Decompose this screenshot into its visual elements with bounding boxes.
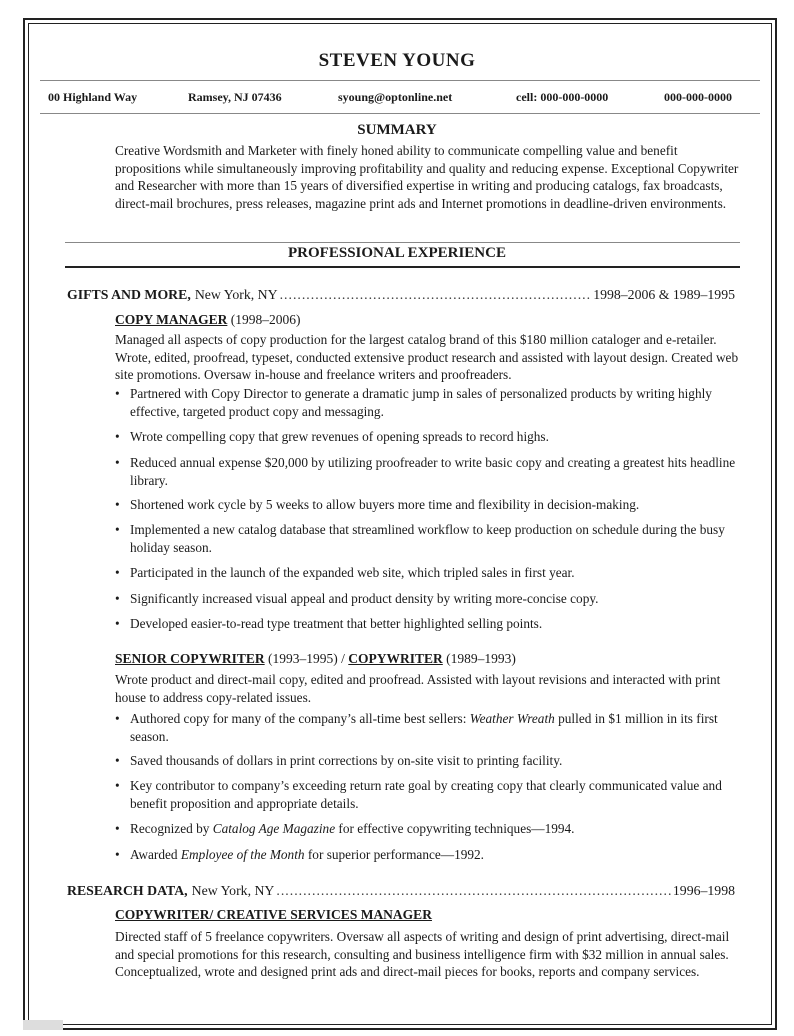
- bullet-text: Key contributor to company’s exceeding return rate goal by creating copy that clearly communicated value and benefit proposition and appropriate details.: [130, 778, 722, 811]
- header-rule: [40, 80, 760, 81]
- list-item: • Reduced annual expense $20,000 by utilizing proofreader to write basic copy and creating a greatest hits headline library.: [115, 454, 740, 489]
- list-item: • Significantly increased visual appeal and product density by writing more-concise copy.: [115, 590, 740, 608]
- company-location: New York, NY: [194, 287, 278, 302]
- bullet-text: Recognized by: [130, 821, 213, 836]
- company-line-gifts-and-more: [67, 287, 735, 303]
- list-item: [115, 846, 740, 864]
- summary-text: Creative Wordsmith and Marketer with finely honed ability to communicate compelling value and benefit propositions while simultaneously improving profitability and quality and reducing expense. Exceptional Copywriter and Researcher with more than 15 years of diversified expertise in writing and producing catalogs, fax broadcasts, direct-mail brochures, press releases, magazine print ads and Internet promotions in deadline-driven environments.: [115, 143, 739, 211]
- corner-mark: [23, 1020, 63, 1030]
- role-heading-creative-services: [115, 907, 432, 923]
- role-dates: (1998–2006): [230, 312, 301, 327]
- dot-leader: [280, 287, 592, 303]
- company-name: RESEARCH DATA,: [67, 883, 188, 898]
- role-title: COPY MANAGER: [115, 312, 228, 327]
- role-title: SENIOR COPYWRITER: [115, 651, 265, 666]
- experience-rule-bottom: [65, 266, 740, 268]
- dot-leader: [276, 883, 671, 899]
- contact-cell: cell: 000-000-0000: [516, 90, 609, 104]
- list-item: • Implemented a new catalog database that streamlined workflow to keep production on schedule during the busy holiday season.: [115, 521, 740, 556]
- bullet-text: for superior performance—1992.: [304, 847, 484, 862]
- resume-name: STEVEN YOUNG: [318, 50, 476, 71]
- role-heading-senior-copywriter: [115, 651, 516, 667]
- list-item: [115, 710, 740, 745]
- role-description: Managed all aspects of copy production for the largest catalog brand of this $180 million cataloger and e-retailer. Wrote, edited, proofread, typeset, conducted extensive product research and assisted with layout design. Created web site promotions. Oversaw in-house and freelance writers and proofreaders.: [115, 332, 739, 382]
- company-name: GIFTS AND MORE,: [67, 287, 191, 302]
- bullet-text: Saved thousands of dollars in print corrections by on-site visit to printing facility.: [130, 753, 563, 768]
- list-item: [115, 752, 740, 770]
- role-description: Wrote product and direct-mail copy, edited and proofread. Assisted with layout revisions and interacted with print house to address copy-related issues.: [115, 672, 721, 705]
- list-item: [115, 820, 740, 838]
- role-title: COPYWRITER/ CREATIVE SERVICES MANAGER: [115, 907, 432, 922]
- bullet-emphasis: Employee of the Month: [180, 847, 305, 862]
- contact-phone: 000-000-0000: [664, 90, 732, 104]
- role-title-secondary: COPYWRITER: [348, 651, 443, 666]
- bullet-text: Awarded: [130, 847, 181, 862]
- company-location: New York, NY: [191, 883, 275, 898]
- list-item: [115, 777, 740, 812]
- experience-heading: PROFESSIONAL EXPERIENCE: [288, 245, 506, 261]
- role-dates: (1993–1995) /: [268, 651, 345, 666]
- experience-rule-top: [65, 242, 740, 243]
- company-line-research-data: [67, 883, 735, 899]
- bullet-text: Authored copy for many of the company’s all-time best sellers:: [130, 711, 470, 726]
- role-description: Directed staff of 5 freelance copywriters. Oversaw all aspects of writing and design of print advertising, direct-mail and special promotions for this research, consulting and business intelligence firm with $32 million in annual sales. Conceptualized, wrote and designed print ads and direct-mail pieces for books, reports and company services.: [115, 929, 730, 979]
- company-dates: 1996–1998: [672, 883, 735, 898]
- company-dates: 1998–2006 & 1989–1995: [593, 287, 735, 302]
- bullet-text: for effective copywriting techniques—1994.: [335, 821, 575, 836]
- list-item: • Developed easier-to-read type treatment that better highlighted selling points.: [115, 615, 740, 633]
- contact-address: 00 Highland Way: [48, 90, 138, 104]
- contact-email[interactable]: syoung@optonline.net: [338, 90, 453, 104]
- bullet-emphasis: Catalog Age Magazine: [212, 821, 336, 836]
- bullet-text: pulled in $1 million in its first season.: [130, 711, 718, 744]
- role-dates-secondary: (1989–1993): [446, 651, 516, 666]
- summary-heading: SUMMARY: [357, 122, 437, 138]
- list-item: • Wrote compelling copy that grew revenues of opening spreads to record highs.: [115, 428, 740, 446]
- role-heading-copy-manager: [115, 312, 301, 328]
- list-item: • Partnered with Copy Director to generate a dramatic jump in sales of personalized products by writing highly effective, targeted product copy and messaging.: [115, 385, 740, 420]
- list-item: • Shortened work cycle by 5 weeks to allow buyers more time and flexibility in decision-making.: [115, 496, 740, 514]
- contact-rule: [40, 113, 760, 114]
- contact-city: Ramsey, NJ 07436: [188, 90, 282, 104]
- list-item: • Participated in the launch of the expanded web site, which tripled sales in first year.: [115, 564, 740, 582]
- bullet-emphasis: Weather Wreath: [469, 711, 555, 726]
